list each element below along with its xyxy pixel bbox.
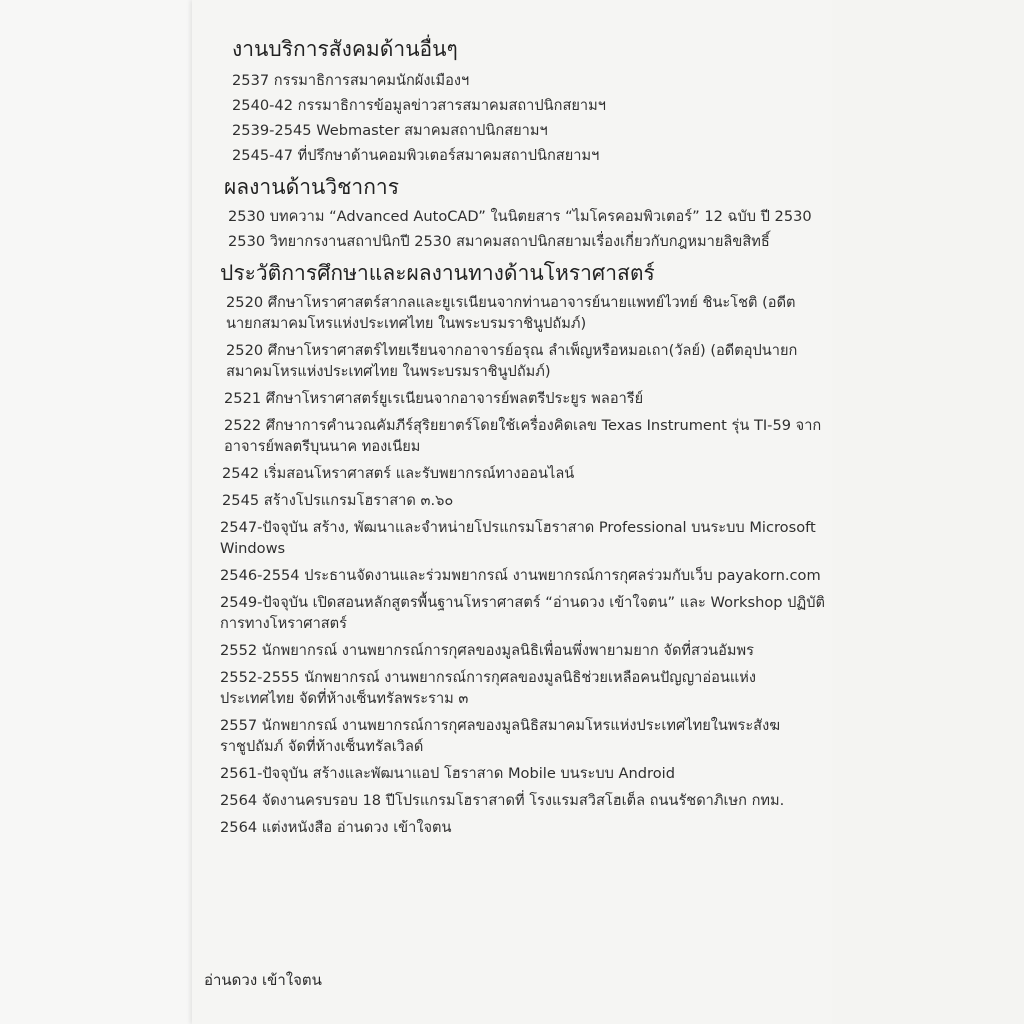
page-content: [204, 34, 826, 844]
section-astrology: [204, 258, 826, 838]
list-item: 2522 ศึกษาการคำนวณคัมภีร์สุริยยาตร์โดยใช้เครื่องคิดเลข Texas Instrument รุ่น TI-59 จากอาจารย์พลตรีบุนนาค ทองเนียม: [224, 417, 822, 455]
list-item: 2530 วิทยากรงานสถาปนิกปี 2530 สมาคมสถาปนิกสยามเรื่องเกี่ยวกับกฎหมายลิขสิทธิ์: [228, 233, 770, 250]
list-item: 2520 ศึกษาโหราศาสตร์สากลและยูเรเนียนจากท่านอาจารย์นายแพทย์ไวทย์ ชินะโชติ (อดีตนายกสมาคมโหรแห่งประเทศไทย ในพระบรมราชินูปถัมภ์): [226, 294, 796, 332]
list-item: 2540-42 กรรมาธิการข้อมูลข่าวสารสมาคมสถาปนิกสยามฯ: [232, 97, 606, 114]
list-item: 2564 แต่งหนังสือ อ่านดวง เข้าใจตน: [220, 819, 452, 836]
list-item: 2552 นักพยากรณ์ งานพยากรณ์การกุศลของมูลนิธิเพื่อนพึ่งพายามยาก จัดที่สวนอัมพร: [220, 642, 754, 659]
list-item: 2564 จัดงานครบรอบ 18 ปีโปรแกรมโฮราสาดที่ โรงแรมสวิสโฮเต็ล ถนนรัชดาภิเษก กทม.: [220, 792, 785, 809]
list-item: 2547-ปัจจุบัน สร้าง, พัฒนาและจำหน่ายโปรแกรมโฮราสาด Professional บนระบบ Microsoft Windows: [220, 519, 816, 557]
section-title: ผลงานด้านวิชาการ: [224, 175, 399, 199]
list-item: 2545-47 ที่ปรึกษาด้านคอมพิวเตอร์สมาคมสถาปนิกสยามฯ: [232, 147, 600, 164]
page-footer: อ่านดวง เข้าใจตน: [204, 971, 322, 989]
section-academic-works: [204, 172, 826, 252]
left-page-margin: [0, 0, 192, 1024]
list-item: 2537 กรรมาธิการสมาคมนักผังเมืองฯ: [232, 72, 470, 89]
list-item: 2549-ปัจจุบัน เปิดสอนหลักสูตรพื้นฐานโหราศาสตร์ “อ่านดวง เข้าใจตน” และ Workshop ปฏิบัติการทางโหราศาสตร์: [220, 594, 825, 632]
list-item: 2546-2554 ประธานจัดงานและร่วมพยากรณ์ งานพยากรณ์การกุศลร่วมกับเว็บ payakorn.com: [220, 567, 821, 584]
section-social-services: [204, 34, 826, 166]
right-page-margin: [832, 0, 1024, 1024]
section-title: ประวัติการศึกษาและผลงานทางด้านโหราศาสตร์: [220, 261, 655, 285]
list-item: 2542 เริ่มสอนโหราศาสตร์ และรับพยากรณ์ทางออนไลน์: [222, 465, 575, 482]
list-item: 2539-2545 Webmaster สมาคมสถาปนิกสยามฯ: [232, 122, 548, 139]
list-item: 2545 สร้างโปรแกรมโฮราสาด ๓.๖๐: [222, 492, 454, 509]
list-item: 2552-2555 นักพยากรณ์ งานพยากรณ์การกุศลของมูลนิธิช่วยเหลือคนปัญญาอ่อนแห่งประเทศไทย จัดที่ห้างเซ็นทรัลพระราม ๓: [220, 669, 757, 707]
list-item: 2530 บทความ “Advanced AutoCAD” ในนิตยสาร “ไมโครคอมพิวเตอร์” 12 ฉบับ ปี 2530: [228, 208, 812, 225]
list-item: 2557 นักพยากรณ์ งานพยากรณ์การกุศลของมูลนิธิสมาคมโหรแห่งประเทศไทยในพระสังฆราชูปถัมภ์ จัดที่ห้างเซ็นทรัลเวิลด์: [220, 717, 781, 755]
list-item: 2561-ปัจจุบัน สร้างและพัฒนาแอป โฮราสาด Mobile บนระบบ Android: [220, 765, 675, 782]
section-title: งานบริการสังคมด้านอื่นๆ: [232, 37, 458, 61]
list-item: 2520 ศึกษาโหราศาสตร์ไทยเรียนจากอาจารย์อรุณ ลำเพ็ญหรือหมอเถา(วัลย์) (อดีตอุปนายกสมาคมโหรแห่งประเทศไทย ในพระบรมราชินูปถัมภ์): [226, 342, 798, 380]
list-item: 2521 ศึกษาโหราศาสตร์ยูเรเนียนจากอาจารย์พลตรีประยูร พลอารีย์: [224, 390, 644, 407]
